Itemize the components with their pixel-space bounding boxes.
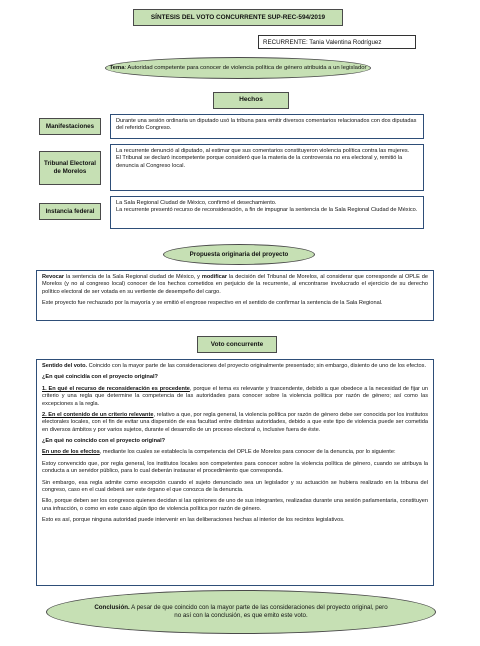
hechos-title: Hechos xyxy=(239,96,263,104)
modificar-word: modificar xyxy=(201,274,228,280)
propuesta-title: Propuesta originaria del proyecto xyxy=(189,251,289,258)
propuesta-box xyxy=(36,270,434,321)
row-text: Durante una sesión ordinaria un diputado usó la tribuna para emitir diversos comentarios relacionados con dos diputadas del referido Congreso. xyxy=(116,118,417,132)
sentido-text: Coincido con la mayor parte de las consideraciones del proyecto originalmente presentado; sin embargo, disiento de uno de los efectos. xyxy=(87,363,426,369)
paragraph-4: Sin embargo, esa regla admite como excepción cuando el sujeto denunciado sea un legislador y su actuación se hubiera realizado en la tribuna del congreso, caso en el cual deberá ser este órgano el que conozca de la denuncia. xyxy=(42,479,428,493)
question-1 xyxy=(42,374,428,381)
hechos-text-tribunal xyxy=(110,144,424,191)
conclusion-content xyxy=(91,604,391,621)
propuesta-ellipse xyxy=(163,244,315,265)
sentido-paragraph xyxy=(42,363,428,370)
conclusion-label: Conclusión. xyxy=(94,603,130,611)
voto-title: Voto concurrente xyxy=(210,340,264,348)
sentido-label: Sentido del voto. xyxy=(42,363,88,369)
row-text-1: La recurrente denunció al diputado, al estimar que sus comentarios constituyeron violencia política contra las mujeres. xyxy=(116,148,410,154)
hechos-label-tribunal xyxy=(39,151,101,185)
row-label: Tribunal Electoral de Morelos xyxy=(44,160,96,175)
propuesta-paragraph-2: Este proyecto fue rechazado por la mayoría y se emitió el engrose respectivo en el sentido de confirmar la sentencia de la Sala Regional. xyxy=(42,300,383,307)
recurrente-box xyxy=(258,35,416,49)
paragraph-5: Ello, porque deben ser los congresos quienes decidan si las opiniones de uno de sus integrantes, realizadas durante una sesión parlamentaria, constituyen una infracción, o como en este caso algún tipo de violencia política por razón de género. xyxy=(42,498,428,512)
conclusion-text: A pesar de que coincido con la mayor parte de las consideraciones del proyecto original, pero no así con la conclusión, es que emito este voto. xyxy=(129,603,388,619)
hechos-text-manifestaciones xyxy=(110,114,424,139)
tema-label: Tema xyxy=(109,65,125,71)
point-2-text: , relativo a que, por regla general, la violencia política por razón de género debe ser conocida por los institutos electorales locales, con el fin de evitar una dispersión de esa facultad entre distintas autoridades, debido a que este tipo de violencia puede ser cometida en diversos ámbitos y por varios sujetos, durante el desarrollo de un proceso electoral o, inclusive fuera de éste. xyxy=(42,411,428,433)
coincide-point-2 xyxy=(42,412,428,434)
row-text-2: La recurrente presentó recurso de reconsideración, a fin de impugnar la sentencia de la Sala Regional Ciudad de México. xyxy=(116,207,418,214)
recurrente-text: RECURRENTE: Tania Valentina Rodríguez xyxy=(263,38,382,46)
hechos-label-manifestaciones xyxy=(39,118,101,135)
tema-ellipse xyxy=(105,57,371,79)
row-text-1: La Sala Regional Ciudad de México, confirmó el desechamiento. xyxy=(116,200,277,206)
hechos-header xyxy=(213,92,289,109)
document-title xyxy=(133,9,343,26)
point-2-heading: 2. En el contenido de un criterio relevante xyxy=(42,411,154,418)
paragraph-3: Estoy convencido que, por regla general, los institutos locales son competentes para conocer sobre la violencia política de género, cuando se atribuya la conducta a un servidor público, para lo cual deberán instaurar el procedimiento que corresponda. xyxy=(42,460,428,475)
voto-header xyxy=(197,336,277,353)
question-2 xyxy=(42,438,428,445)
voto-box xyxy=(36,359,434,586)
tema-content xyxy=(110,65,367,71)
question-2-text: ¿En qué no coincido con el proyecto original? xyxy=(42,438,166,444)
hechos-text-instancia xyxy=(110,196,424,229)
tema-text: : Autoridad competente para conocer de violencia política de género atribuida a un legislador xyxy=(124,65,367,71)
p1-text-2: la decisión del Tribunal de Morelos, al considerar que corresponde al OPLE de Morelos (y no al congreso local) conocer de los hechos cometidos en perjuicio de la recurrente, al encontrarse involucrado el ejercicio de su derecho político electoral de ser votada en su vertiente de desempeño del cargo. xyxy=(42,274,428,295)
question-1-text: ¿En qué coincidía con el proyecto original? xyxy=(42,374,158,381)
efectos-paragraph xyxy=(42,449,428,456)
efectos-heading: En uno de los efectos xyxy=(42,449,100,456)
row-label: Instancia federal xyxy=(45,207,95,215)
propuesta-paragraph-1 xyxy=(42,274,428,296)
title-text: SÍNTESIS DEL VOTO CONCURRENTE SUP-REC-594/2019 xyxy=(150,13,326,21)
conclusion-ellipse xyxy=(46,590,436,634)
row-text-2: El Tribunal se declaró incompetente porque consideró que la materia de la controversia no era electoral y, remitió la denuncia al Congreso local. xyxy=(116,155,403,169)
efectos-text: , mediante los cuales se establecía la competencia del OPLE de Morelos para conocer de la denuncia, por lo siguiente: xyxy=(99,449,396,456)
paragraph-6: Esto es así, porque ninguna autoridad puede intervenir en las deliberaciones hechas al interior de los recintos legislativos. xyxy=(42,517,345,523)
hechos-label-instancia xyxy=(39,203,101,220)
coincide-point-1 xyxy=(42,386,428,408)
revocar-word: Revocar xyxy=(42,274,65,280)
point-1-text: , porque el tema es relevante y trascendente, debido a que obedece a la necesidad de fijar un criterio y una regla que determine la competencia de las autoridades para conocer sobre la violencia política por razón de género; así como las excepciones a la regla. xyxy=(42,385,428,407)
row-label: Manifestaciones xyxy=(45,122,95,130)
point-1-heading: 1. En qué el recurso de reconsideración es procedente xyxy=(42,385,190,392)
p1-text-1: la sentencia de la Sala Regional ciudad de México, y xyxy=(64,274,202,280)
